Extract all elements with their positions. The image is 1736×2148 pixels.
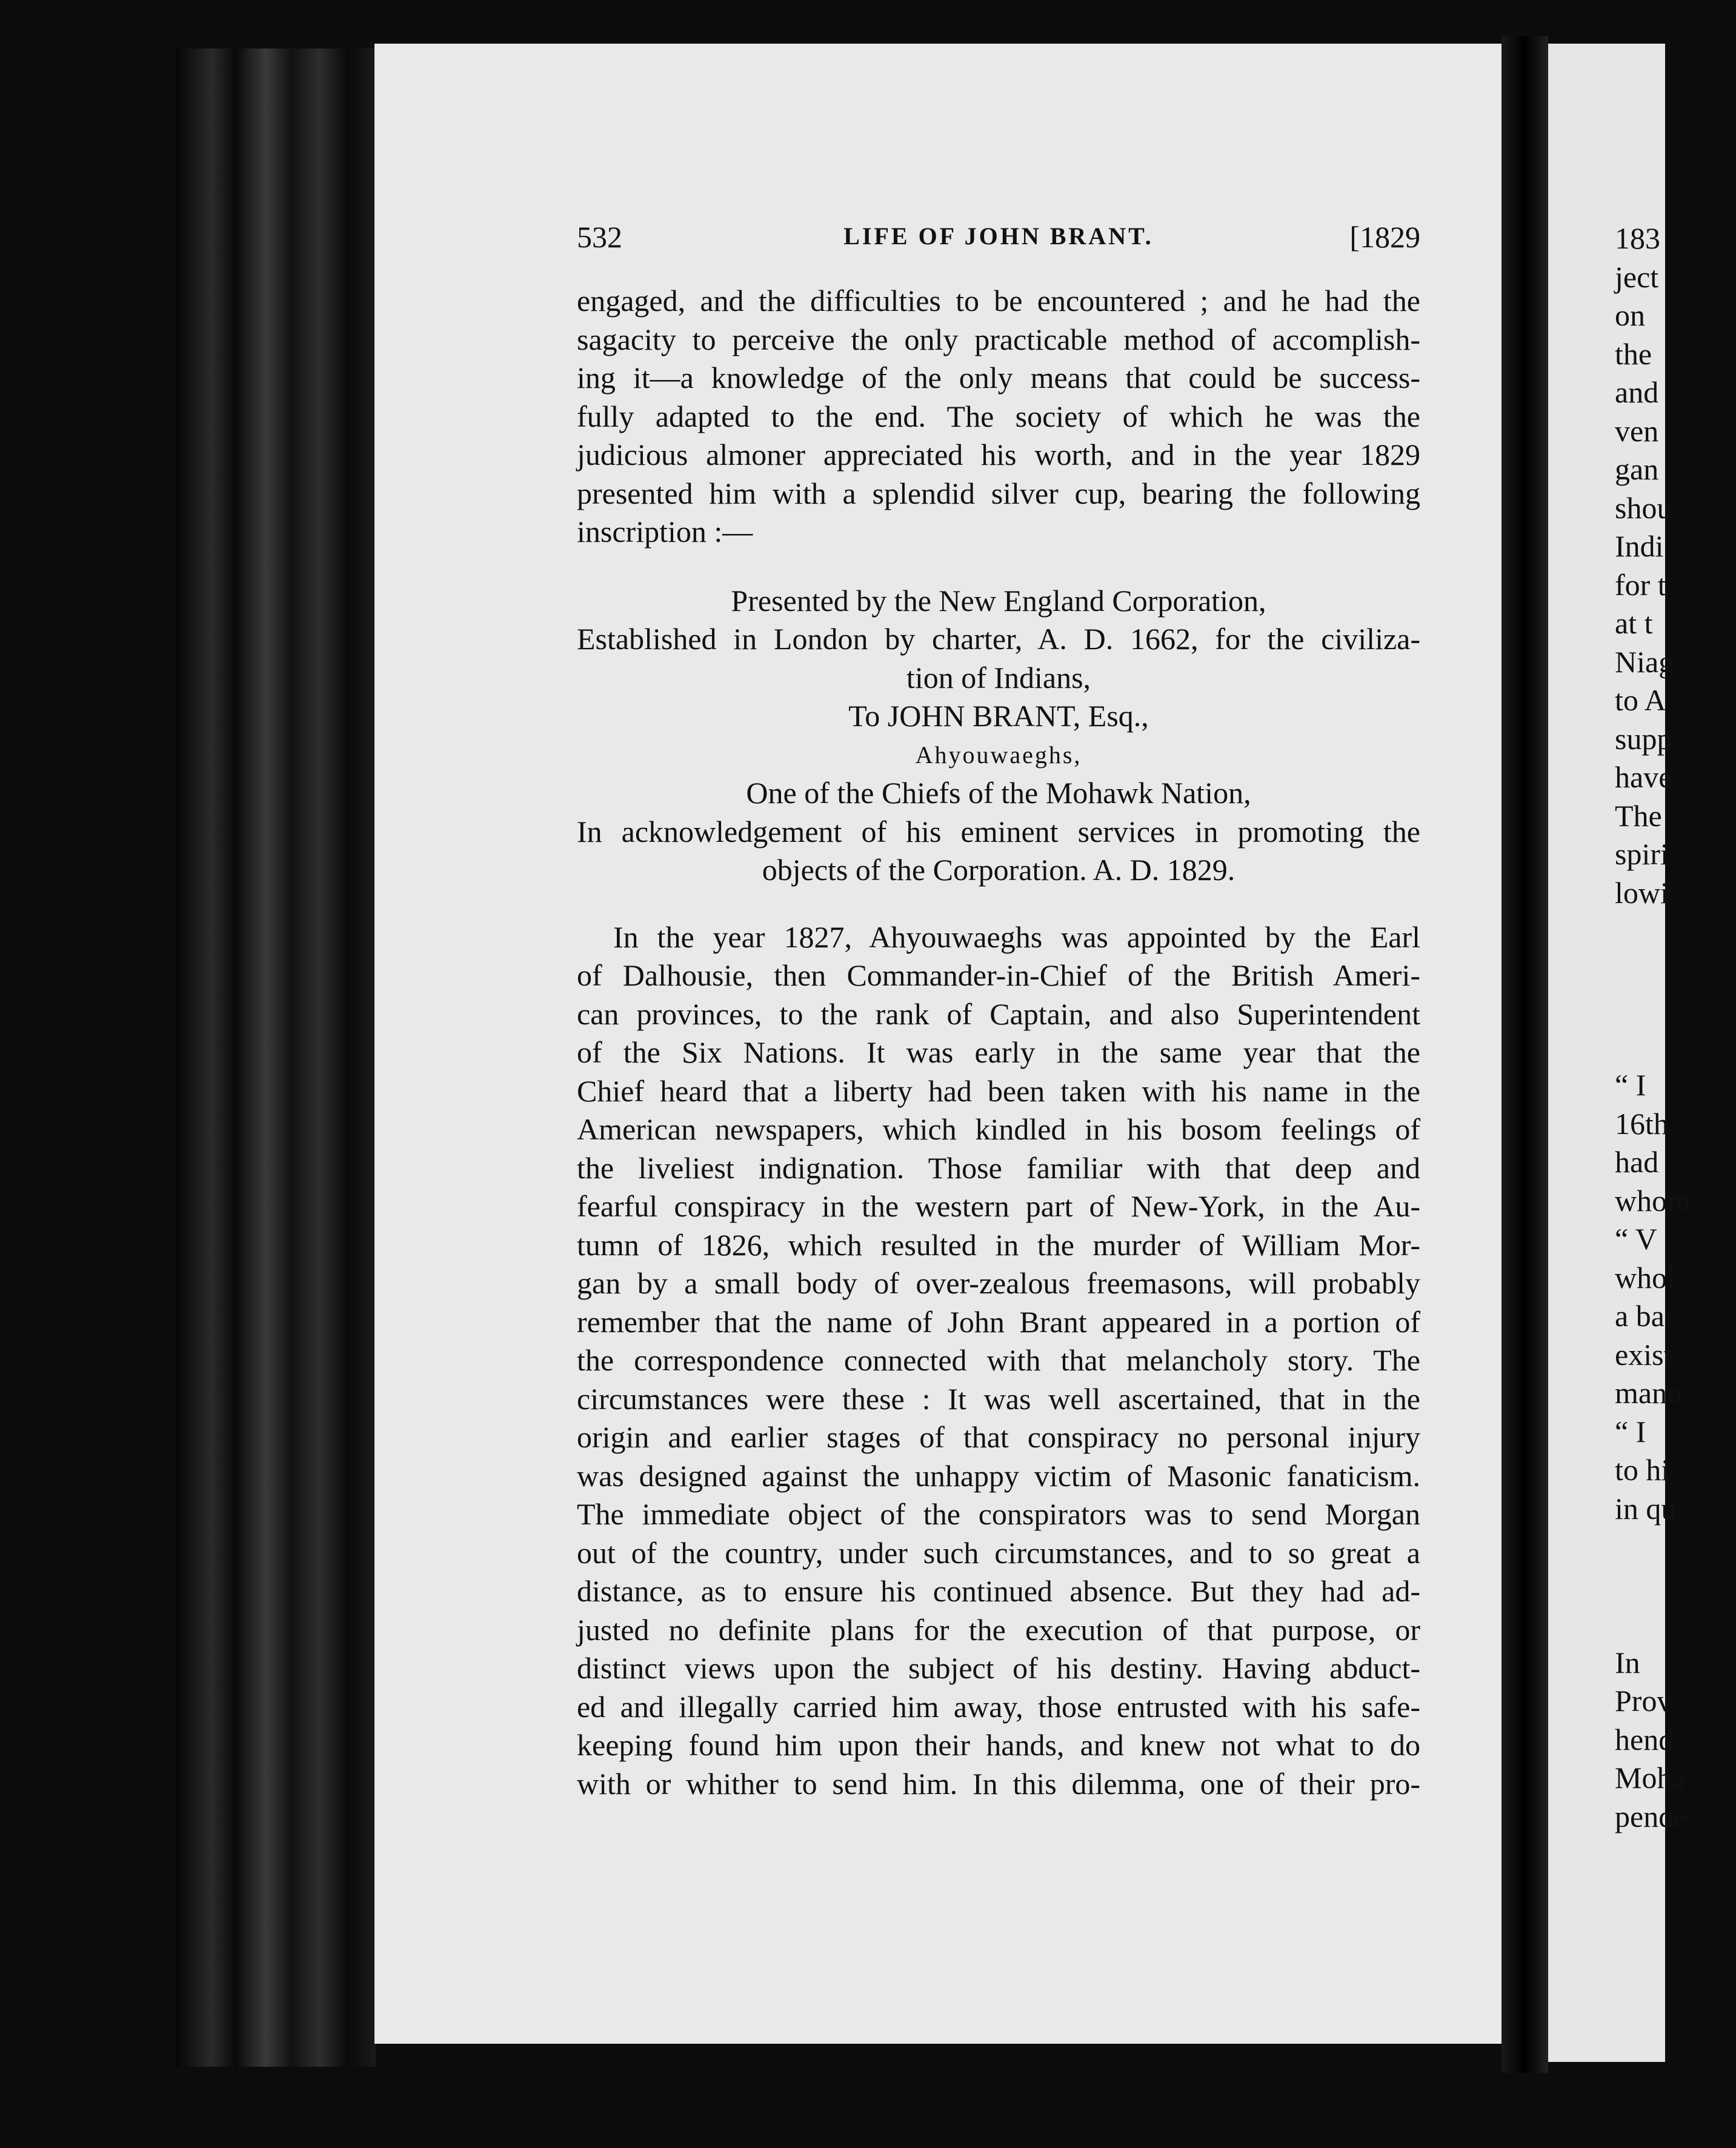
right-page-line: Niag (1615, 644, 1674, 679)
right-page-line: hend (1615, 1722, 1674, 1756)
right-page-line (1615, 1567, 1736, 1606)
right-page-line: pende (1615, 1799, 1688, 1833)
text-line: inscription :— (577, 515, 753, 549)
paragraph-2 (577, 918, 1420, 1804)
book-gutter (1502, 36, 1548, 2073)
header-year: [1829 (1349, 220, 1420, 254)
inscription-line: Established in London by charter, A. D. 1662, for the civiliza- (577, 622, 1420, 656)
right-page-line: 16th (1615, 1106, 1669, 1141)
right-page-line: Indi (1615, 529, 1664, 563)
text-line: gan by a small body of over-zealous freemasons, will probably (577, 1266, 1420, 1300)
text-line: American newspapers, which kindled in his bosom feelings of (577, 1112, 1420, 1146)
text-line: presented him with a splendid silver cup, bearing the following (577, 476, 1420, 510)
right-page-line: mann (1615, 1376, 1683, 1410)
right-page-line: at t (1615, 606, 1653, 640)
spacer (577, 552, 1420, 582)
inscription-line: In acknowledgement of his eminent services in promoting the (577, 814, 1420, 849)
text-line: fully adapted to the end. The society of which he was the (577, 399, 1420, 433)
text-line: circumstances were these : It was well ascertained, that in the (577, 1381, 1420, 1416)
right-page-line: lowi (1615, 875, 1669, 910)
text-line: origin and earlier stages of that conspiracy no personal injury (577, 1420, 1420, 1454)
text-line: In the year 1827, Ahyouwaeghs was appointed by the Earl (613, 919, 1420, 954)
right-page-line (1615, 1605, 1736, 1644)
inscription-line: Ahyouwaeghs, (915, 741, 1082, 769)
right-page-line: on (1615, 298, 1645, 332)
right-page-line: in qu (1615, 1491, 1677, 1526)
paragraph-1 (577, 282, 1420, 552)
right-page-line (1615, 1528, 1736, 1567)
text-line: judicious almoner appreciated his worth, and in the year 1829 (577, 438, 1420, 472)
right-page-line: spiri (1615, 837, 1669, 871)
right-page-line: exist (1615, 1337, 1672, 1372)
text-line: remember that the name of John Brant appeared in a portion of (577, 1304, 1420, 1339)
right-page-line (1615, 951, 1736, 990)
right-page-line: for t (1615, 567, 1666, 602)
inscription-line: tion of Indians, (906, 660, 1091, 695)
right-page-line: “ V (1615, 1222, 1657, 1256)
text-line: the liveliest indignation. Those familiar with that deep and (577, 1150, 1420, 1185)
right-page-line (1615, 912, 1736, 951)
text-line: was designed against the unhappy victim of Masonic fanaticism. (577, 1458, 1420, 1493)
right-page-line: The (1615, 798, 1662, 833)
right-page-line: and (1615, 375, 1659, 409)
right-page-line: 183 (1615, 221, 1660, 255)
right-page-line: a bar (1615, 1299, 1675, 1333)
right-page-line: whol (1615, 1260, 1675, 1295)
right-page-line: the (1615, 336, 1652, 371)
right-page-line: Moha (1615, 1761, 1686, 1795)
text-line: Chief heard that a liberty had been taken with his name in the (577, 1073, 1420, 1108)
right-page-line: have (1615, 760, 1672, 794)
right-page-line: whom (1615, 1183, 1691, 1218)
text-line: distinct views upon the subject of his destiny. Having abduct- (577, 1651, 1420, 1685)
text-line: with or whither to send him. In this dilemma, one of their pro- (577, 1766, 1420, 1801)
right-page-line: Prov (1615, 1684, 1672, 1718)
text-line: justed no definite plans for the execution of that purpose, or (577, 1612, 1420, 1647)
inscription-line: Presented by the New England Corporation, (731, 583, 1266, 618)
inscription-line: objects of the Corporation. A. D. 1829. (762, 853, 1235, 887)
right-page-line: ven (1615, 413, 1659, 448)
right-page-line: to A (1615, 683, 1666, 717)
text-line: ing it—a knowledge of the only means that could be success- (577, 361, 1420, 395)
inscription-line: One of the Chiefs of the Mohawk Nation, (746, 776, 1251, 810)
text-line: keeping found him upon their hands, and knew not what to do (577, 1728, 1420, 1762)
text-line: the correspondence connected with that melancholy story. The (577, 1343, 1420, 1377)
running-title: LIFE OF JOHN BRANT. (843, 222, 1154, 250)
text-line: The immediate object of the conspirators was to send Morgan (577, 1497, 1420, 1531)
text-line: fearful conspiracy in the western part of New-York, in the Au- (577, 1189, 1420, 1223)
text-line: tumn of 1826, which resulted in the murder of William Mor- (577, 1227, 1420, 1262)
right-page-text (1615, 219, 1736, 1836)
running-header (577, 219, 1420, 262)
text-line: of the Six Nations. It was early in the same year that the (577, 1035, 1420, 1069)
page-number: 532 (577, 220, 622, 254)
right-page-line: supp (1615, 721, 1672, 756)
right-page-line: “ I (1615, 1068, 1646, 1102)
text-line: distance, as to ensure his continued absence. But they had ad- (577, 1574, 1420, 1608)
text-line: ed and illegally carried him away, those entrusted with his safe- (577, 1689, 1420, 1724)
right-page-line: to hi (1615, 1453, 1670, 1487)
text-line: engaged, and the difficulties to be encountered ; and he had the (577, 284, 1420, 318)
right-page-line: had (1615, 1145, 1659, 1179)
right-page-line (1615, 1028, 1736, 1067)
right-page-line: In (1615, 1645, 1640, 1679)
page-body (577, 282, 1420, 1803)
inscription-line: To JOHN BRANT, Esq., (848, 699, 1149, 733)
right-page-line (1615, 989, 1736, 1028)
right-page-line: gan (1615, 452, 1659, 486)
inscription-block (577, 582, 1420, 890)
spacer (577, 890, 1420, 918)
text-line: out of the country, under such circumstances, and to so great a (577, 1535, 1420, 1570)
text-line: of Dalhousie, then Commander-in-Chief of the British Ameri- (577, 958, 1420, 992)
text-line: sagacity to perceive the only practicable method of accomplish- (577, 322, 1420, 356)
right-page-line: ject (1615, 259, 1659, 294)
right-page-line: shou (1615, 490, 1672, 525)
text-line: can provinces, to the rank of Captain, and also Superintendent (577, 996, 1420, 1031)
book-spine (176, 48, 376, 2067)
right-page-line: “ I (1615, 1414, 1646, 1449)
